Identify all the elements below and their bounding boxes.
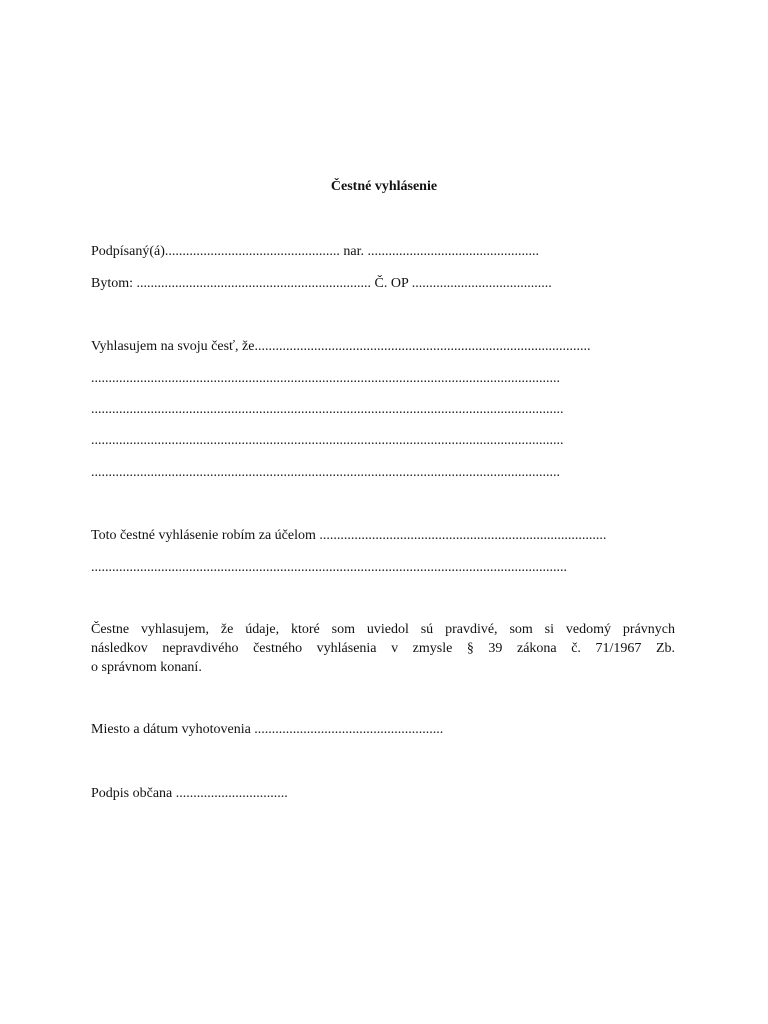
declaration-dots-1: ...................................................................................................................................... [91,371,560,386]
declaration-line: Vyhlasujem na svoju česť, že................................................................................................ [91,339,591,354]
purpose-line: Toto čestné vyhlásenie robím za účelom .................................................................................. [91,528,607,543]
declaration-dots-2: ....................................................................................................................................... [91,402,564,417]
signature-line: Podpis občana ................................ [91,786,288,801]
paragraph-line-1: Čestne vyhlasujem, že údaje, ktoré som uviedol sú pravdivé, som si vedomý právnych [91,622,675,637]
purpose-dots: ........................................................................................................................................ [91,560,567,575]
document-title: Čestné vyhlásenie [330,179,438,194]
residence-line: Bytom: ................................................................... Č. OP ........................................ [91,276,552,291]
declaration-paragraph [91,620,675,677]
paragraph-line-2: následkov nepravdivého čestného vyhlásenia v zmysle § 39 zákona č. 71/1967 Zb. [91,641,675,656]
declaration-dots-4: ...................................................................................................................................... [91,465,560,480]
place-date-line: Miesto a dátum vyhotovenia ...................................................... [91,722,444,737]
paragraph-line-3: o správnom konaní. [91,660,202,675]
declaration-dots-3: ....................................................................................................................................... [91,433,564,448]
signed-line: Podpísaný(á).................................................. nar. ................................................. [91,244,539,259]
